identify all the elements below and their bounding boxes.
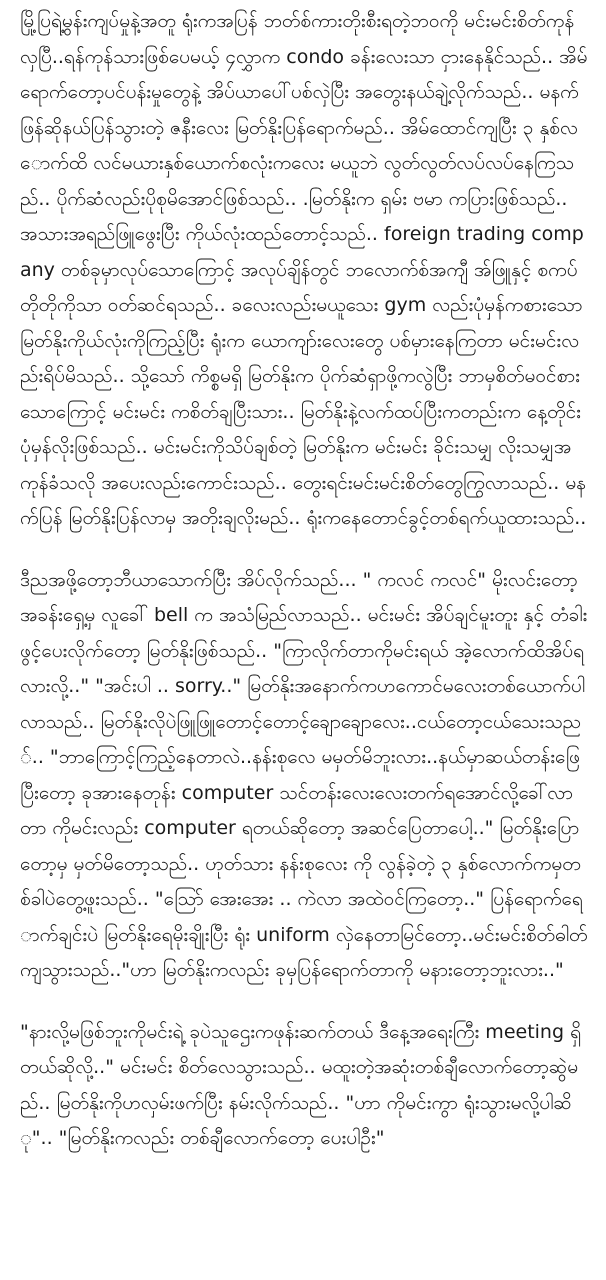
story-paragraph-2: ဒီညအဖို့တော့ဘီယာသောက်ပြီး အိပ်လိုက်သည်... " ကလင် ကလင်" မိုးလင်းတော့ အခန်းရှေ့မှ လူခေါ် bell က အသံမြည်လာသည်.. မင်းမင်း အိပ်ချင်မူးတူး နှင့် တံခါးဖွင့်ပေးလိုက်တော့ မြတ်နိုးဖြစ်သည်.. "ကြာလိုက်တာကိုမင်းရယ် အဲ့လောက်ထိအိပ်ရလားလို့.." "အင်းပါ .. sorry.." မြတ်နိုးအနောက်ကဟကောင်မလေးတစ်ယောက်ပါလာသည်.. မြတ်နိုးလိုပဲဖြူဖြူတောင့်တောင့်ချောချောလေး..ငယ်တော့ငယ်သေးသည်.. "ဘာကြောင့်ကြည့်နေတာလဲ..နန်းစုလေ မမှတ်မိဘူးလား..နယ်မှာဆယ်တန်းဖြေပြီးတော့ ခုအားနေတုန်း computer သင်တန်းလေးလေးတက်ရအောင်လို့ခေါ်လာတာ ကိုမင်းလည်း computer ရတယ်ဆိုတော့ အဆင်ပြေတာပေါ့.." မြတ်နိုးပြောတော့မှ မှတ်မိတော့သည်.. ဟုတ်သား နန်းစုလေး ကို လွန်ခဲ့တဲ့ ၃ နှစ်လောက်ကမှတစ်ခါပဲတွေ့ဖူးသည်.. "သြော် အေးအေး .. ကဲလာ အထဲဝင်ကြတော့.." ပြန်ရောက်ရောက်ချင်းပဲ မြတ်နိုးရေမိုးချိုးပြီး ရုံး uniform လှဲနေတာမြင်တော့..မင်းမင်းစိတ်ဓါတ်ကျသွားသည်.."ဟာ မြတ်နိုးကလည်း ခုမှပြန်ရောက်တာကို မနားတော့ဘူးလား.." — [20, 568, 588, 981]
story-paragraph-1: မြို့ပြရဲ့မွန်းကျပ်မှုနဲ့အတူ ရုံးကအပြန် ဘတ်စ်ကားတိုးစီးရတဲ့ဘဝကို မင်းမင်းစိတ်ကုန်လှပြီ..ရန်ကုန်သားဖြစ်ပေမယ့် ၄လွှာက condo ခန်းလေးသာ ငှားနေနိုင်သည်.. အိမ်ရောက်တော့ပင်ပန်းမှုတွေနဲ့ အိပ်ယာပေါ်ပစ်လှဲပြီး အတွေးနယ်ချဲ့လိုက်သည်.. မနက်ဖြန်ဆိုနယ်ပြန်သွားတဲ့ ဇနီးလေး မြတ်နိုးပြန်ရောက်မည်.. အိမ်ထောင်ကျပြီး ၃ နှစ်လောက်ထိ လင်မယားနှစ်ယောက်စလုံးကလေး မယူဘဲ လွတ်လွတ်လပ်လပ်နေကြသည်.. ပိုက်ဆံလည်းပိုစုမိအောင်ဖြစ်သည်.. .မြတ်နိုးက ရှမ်း ဗမာ ကပြားဖြစ်သည်.. အသားအရည်ဖြူဖွေးပြီး ကိုယ်လုံးထည်တောင့်သည်.. foreign trading company တစ်ခုမှာလုပ်သောကြောင့် အလုပ်ချိန်တွင် ဘလောက်စ်အကျီ အ်ဖြူနှင့် စကပ်တိုတိုကိုသာ ဝတ်ဆင်ရသည်.. ခလေးလည်းမယူသေး gym လည်းပုံမှန်ကစားသော မြတ်နိုးကိုယ်လုံးကိုကြည့်ပြီး ရုံးက ယောကျာ်းလေးတွေ ပစ်မှားနေကြတာ မင်းမင်းလည်းရိပ်မိသည်.. သို့သော် ကိစ္စမရှိ မြတ်နိုးက ပိုက်ဆံရှာဖို့ကလွဲပြီး ဘာမှစိတ်မဝင်စားသောကြောင့် မင်းမင်း ကစိတ်ချပြီးသား.. မြတ်နိုးနဲ့လက်ထပ်ပြီးကတည်းက နေ့တိုင်းပုံမှန်လိုးဖြစ်သည်.. မင်းမင်းကိုသိပ်ချစ်တဲ့ မြတ်နိုးက မင်းမင်း ခိုင်းသမျှ လိုးသမျှအကုန်ခံသလို အပေးလည်းကောင်းသည်.. တွေးရင်းမင်းမင်းစိတ်တွေကြွလာသည်.. မနက်ပြန် မြတ်နိုးပြန်လာမှ အတိုးချလိုးမည်.. ရုံးကနေတောင်ခွင့်တစ်ရက်ယူထားသည်.. — [20, 10, 588, 529]
story-paragraph-3: "နားလို့မဖြစ်ဘူးကိုမင်းရဲ့ ခုပဲသူဌေးကဖုန်းဆက်တယ် ဒီနေ့အရေးကြီး meeting ရှိတယ်ဆိုလို့.." မင်းမင်း စိတ်လေသွားသည်.. မထူးတဲ့အဆုံးတစ်ချီလောက်တော့ဆွဲမည်.. မြတ်နိုးကိုဟလှမ်းဖက်ပြီး နမ်းလိုက်သည်.. "ဟာ ကိုမင်းကွာ ရုံးသွားမလို့ပါဆို".. "မြတ်နိုးကလည်း တစ်ချီလောက်တော့ ပေးပါဦး" — [20, 1020, 581, 1149]
